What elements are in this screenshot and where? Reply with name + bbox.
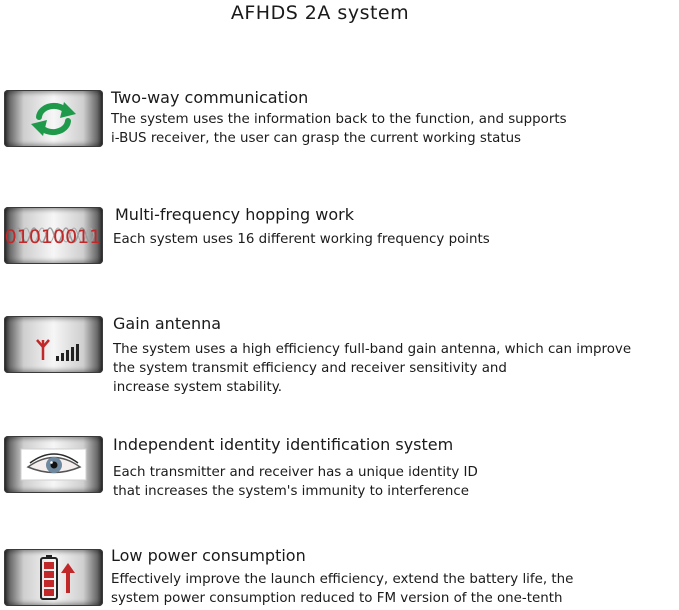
feature-description (113, 230, 490, 249)
feature-description (113, 463, 478, 501)
feature-heading: Multi-frequency hopping work (115, 205, 355, 224)
feature-description (111, 570, 573, 608)
eye-icon (4, 436, 103, 493)
description-line: Each system uses 16 different working frequency points (113, 232, 490, 247)
feature-description (111, 110, 567, 148)
binary-signal-icon (4, 207, 103, 264)
feature-heading: Low power consumption (111, 546, 306, 565)
page-title: AFHDS 2A system (230, 2, 410, 24)
sync-arrows-icon (4, 90, 103, 147)
antenna-signal-icon (4, 316, 103, 373)
battery-up-icon (4, 549, 103, 606)
description-line: the system transmit efficiency and receiver sensitivity and (113, 361, 507, 376)
description-line: Each transmitter and receiver has a unique identity ID (113, 465, 478, 480)
description-line: that increases the system's immunity to interference (113, 484, 470, 499)
description-line: increase system stability. (113, 380, 282, 395)
description-line: The system uses the information back to the function, and supports (111, 112, 567, 127)
feature-description (113, 340, 631, 397)
feature-heading: Two-way communication (111, 88, 309, 107)
feature-heading: Independent identity identification system (113, 435, 454, 454)
description-line: Effectively improve the launch efficiency, extend the battery life, the (111, 572, 574, 587)
feature-heading: Gain antenna (113, 314, 222, 333)
description-line: The system uses a high efficiency full-band gain antenna, which can improve (113, 342, 632, 357)
description-line: i-BUS receiver, the user can grasp the current working status (111, 131, 522, 146)
description-line: system power consumption reduced to FM version of the one-tenth (111, 591, 563, 606)
binary-digits: 01010011 (4, 226, 102, 248)
